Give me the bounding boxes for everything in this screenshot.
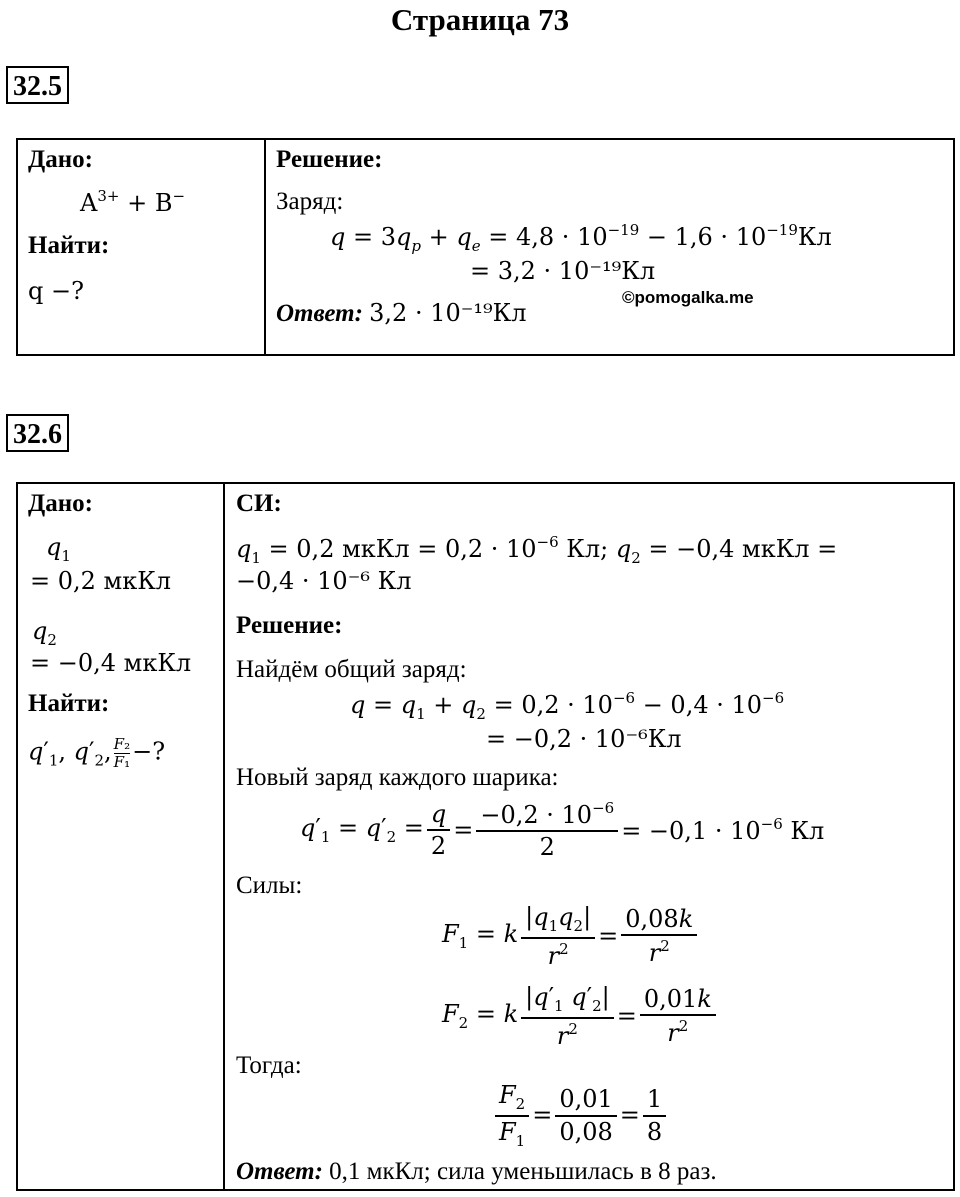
answer-line <box>276 300 526 329</box>
watermark-1: ©pomogalka.me <box>622 288 754 307</box>
force-f1-equation: $F_1 = k$ $\frac{|q_1q_2|}{r^2}$ = $\frac{0,08k}{r^2}$ <box>442 904 700 969</box>
new-charge-equation: $q'_1 = q'_2$ = $\frac{q}{2}$ = $\frac{-0,2 \cdot 10^{-6}}{2}$ = $-0,1 \cdot 10^{-6}$ Кл <box>300 799 825 862</box>
given-label: Дано: <box>28 490 93 517</box>
forces-label: Силы: <box>236 872 303 899</box>
total-charge-equation-2: = −0,2 · 10⁻⁶Кл <box>486 725 682 753</box>
problem-number-32-5: 32.5 <box>6 66 69 104</box>
given-label: Дано: <box>28 146 93 173</box>
charge-equation-2: = 3,2 · 10⁻¹⁹Кл <box>470 257 656 285</box>
si-line-2: −0,4 · 10⁻⁶ Кл <box>236 567 412 595</box>
charge-equation-1: $q = 3q_p + q_e = 4,8 \cdot 10^{-19} - 1,6 \cdot 10^{-19}Кл$ <box>330 221 832 255</box>
total-charge-label: Найдём общий заряд: <box>236 656 467 683</box>
column-divider <box>223 484 225 1189</box>
force-f2-equation: $F_2 = k$ $\frac{|q'_1 q'_2|}{r^2}$ = $\frac{0,01k}{r^2}$ <box>442 984 719 1049</box>
find-label: Найти: <box>28 690 110 717</box>
answer-value: 0,1 мкКл; сила уменьшилась в 8 раз. <box>329 1158 717 1185</box>
problem-number-32-6: 32.6 <box>6 414 69 452</box>
then-label: Тогда: <box>236 1052 302 1079</box>
given-q1-symbol: $q_1$ <box>46 533 71 565</box>
answer-line <box>236 1158 717 1187</box>
problem-32-5-table <box>16 138 955 356</box>
solution-label: Решение: <box>276 146 383 173</box>
si-label: СИ: <box>236 490 282 517</box>
find-expression: q −? <box>28 277 84 305</box>
find-label: Найти: <box>28 232 110 259</box>
find-expression: $q'_1$, $q'_2$, $\frac{\text{F₂}}{\text{F₁}}$ −? <box>28 735 166 771</box>
problem-32-6-table <box>16 482 955 1191</box>
given-q2-value: = −0,4 мкКл <box>30 649 192 677</box>
total-charge-equation-1: $q = q_1 + q_2 = 0,2 \cdot 10^{-6} - 0,4 \cdot 10^{-6}$ <box>350 689 785 723</box>
solution-label: Решение: <box>236 612 343 639</box>
answer-label: Ответ: <box>276 300 363 327</box>
answer-value: 3,2 · 10⁻¹⁹Кл <box>369 299 527 327</box>
page-title: Страница 73 <box>390 2 570 37</box>
given-expression: $A^{3+} + B^-$ <box>80 187 186 217</box>
column-divider <box>264 140 266 354</box>
si-line-1: $q_1 = 0,2$ мкКл = $0,2 \cdot 10^{-6}$ Кл; $q_2 = -0,4$ мкКл = <box>236 533 838 567</box>
given-q1-value: = 0,2 мкКл <box>30 567 172 595</box>
given-q2-symbol: $q_2$ <box>32 617 57 649</box>
force-ratio-equation: $\frac{F_2}{F_1}$ = $\frac{0,01}{0,08}$ = $\frac{1}{8}$ <box>492 1082 669 1149</box>
charge-label: Заряд: <box>276 188 344 215</box>
new-charge-label: Новый заряд каждого шарика: <box>236 764 559 791</box>
answer-label: Ответ: <box>236 1158 323 1185</box>
